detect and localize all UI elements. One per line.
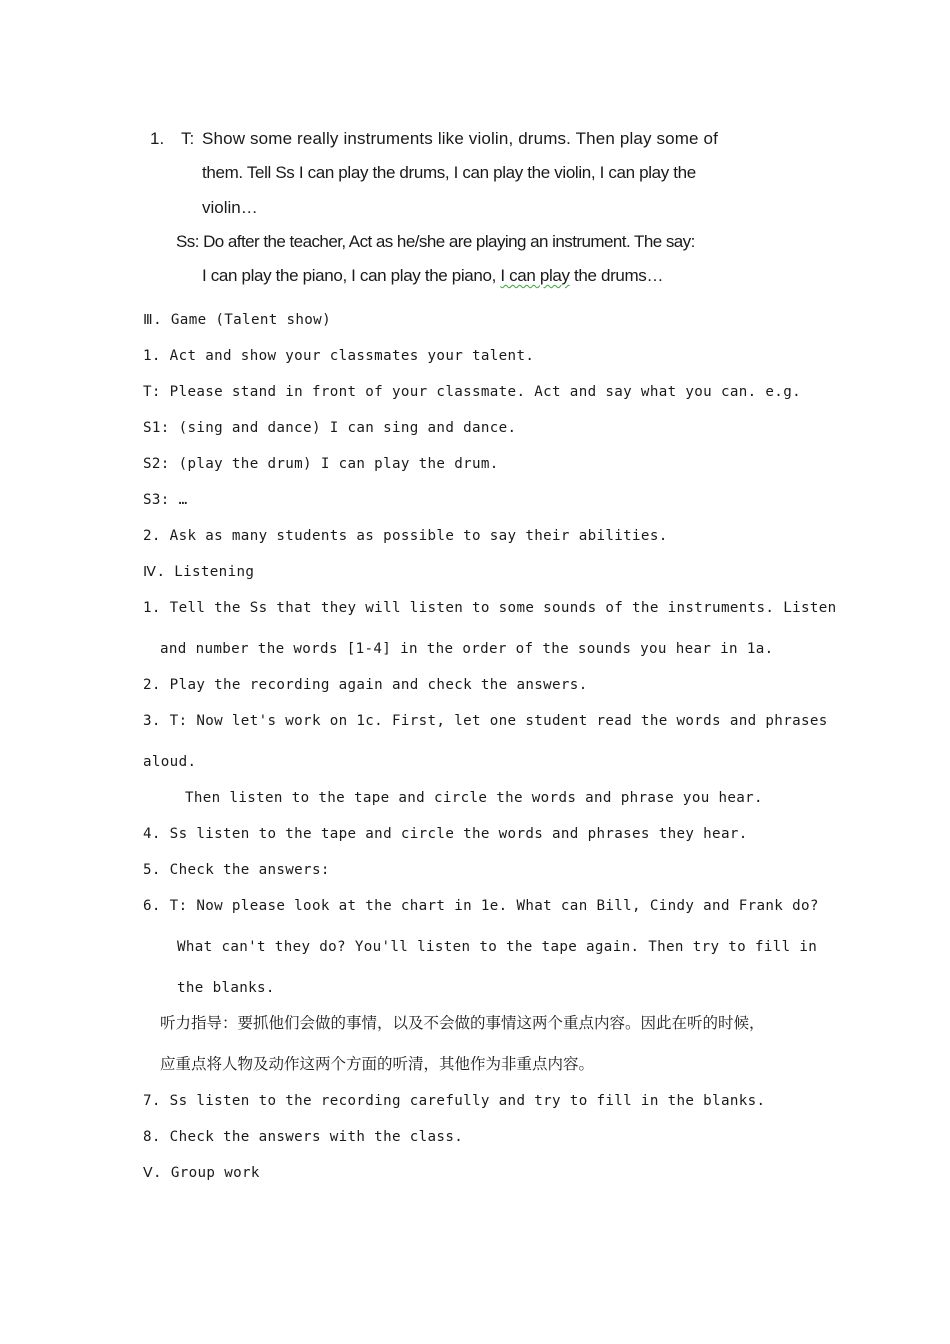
section-3-line-5: S3: …	[143, 492, 188, 508]
section-3-heading: Ⅲ. Game (Talent show)	[143, 312, 331, 328]
section-4-line-6c: the blanks.	[177, 980, 275, 996]
intro-t-line-1: Show some really instruments like violin, drums. Then play some of	[202, 129, 719, 148]
section-4-line-1a: 1. Tell the Ss that they will listen to some sounds of the instruments. Listen	[143, 600, 837, 616]
section-3-line-3: S1: (sing and dance) I can sing and dance.	[143, 420, 517, 436]
listening-tip-line-1: 听力指导：要抓他们会做的事情，以及不会做的事情这两个重点内容。因此在听的时候，	[160, 1014, 765, 1032]
section-4-line-4: 4. Ss listen to the tape and circle the words and phrases they hear.	[143, 826, 748, 842]
section-3-line-4: S2: (play the drum) I can play the drum.	[143, 456, 499, 472]
intro-ss-line-2-part-a: I can play the piano, I can play the piano,	[202, 266, 501, 285]
section-4-line-1b: and number the words [1-4] in the order of the sounds you hear in 1a.	[160, 641, 774, 657]
intro-t-line-3: violin…	[202, 198, 258, 217]
section-4-line-6a: 6. T: Now please look at the chart in 1e. What can Bill, Cindy and Frank do?	[143, 898, 819, 914]
section-3-line-2: T: Please stand in front of your classmate. Act and say what you can. e.g.	[143, 384, 801, 400]
section-4-line-7: 7. Ss listen to the recording carefully and try to fill in the blanks.	[143, 1093, 766, 1109]
intro-ss-line-1: Ss: Do after the teacher, Act as he/she are playing an instrument. The say:	[176, 232, 695, 251]
intro-ss-line-2-underlined: I can play	[500, 266, 570, 285]
listening-tip-line-2: 应重点将人物及动作这两个方面的听清，其他作为非重点内容。	[160, 1055, 595, 1073]
section-4-line-5: 5. Check the answers:	[143, 862, 330, 878]
intro-ss-line-2	[202, 266, 663, 286]
section-4-line-3b: aloud.	[143, 754, 197, 770]
section-3-line-6: 2. Ask as many students as possible to say their abilities.	[143, 528, 668, 544]
intro-item-number: 1.	[150, 129, 165, 148]
section-5-heading: Ⅴ. Group work	[143, 1165, 260, 1181]
section-4-line-6b: What can't they do? You'll listen to the tape again. Then try to fill in	[177, 939, 818, 955]
section-3-line-1: 1. Act and show your classmates your talent.	[143, 348, 535, 364]
section-4-line-3a: 3. T: Now let's work on 1c. First, let one student read the words and phrases	[143, 713, 828, 729]
intro-ss-line-2-part-c: the drums…	[569, 266, 664, 285]
section-4-heading: Ⅳ. Listening	[143, 564, 255, 580]
section-4-line-3c: Then listen to the tape and circle the words and phrase you hear.	[185, 790, 763, 806]
section-4-line-2: 2. Play the recording again and check the answers.	[143, 677, 588, 693]
intro-t-line-2: them. Tell Ss I can play the drums, I can play the violin, I can play the	[202, 163, 696, 182]
intro-t-label: T:	[181, 129, 195, 148]
section-4-line-8: 8. Check the answers with the class.	[143, 1129, 464, 1145]
